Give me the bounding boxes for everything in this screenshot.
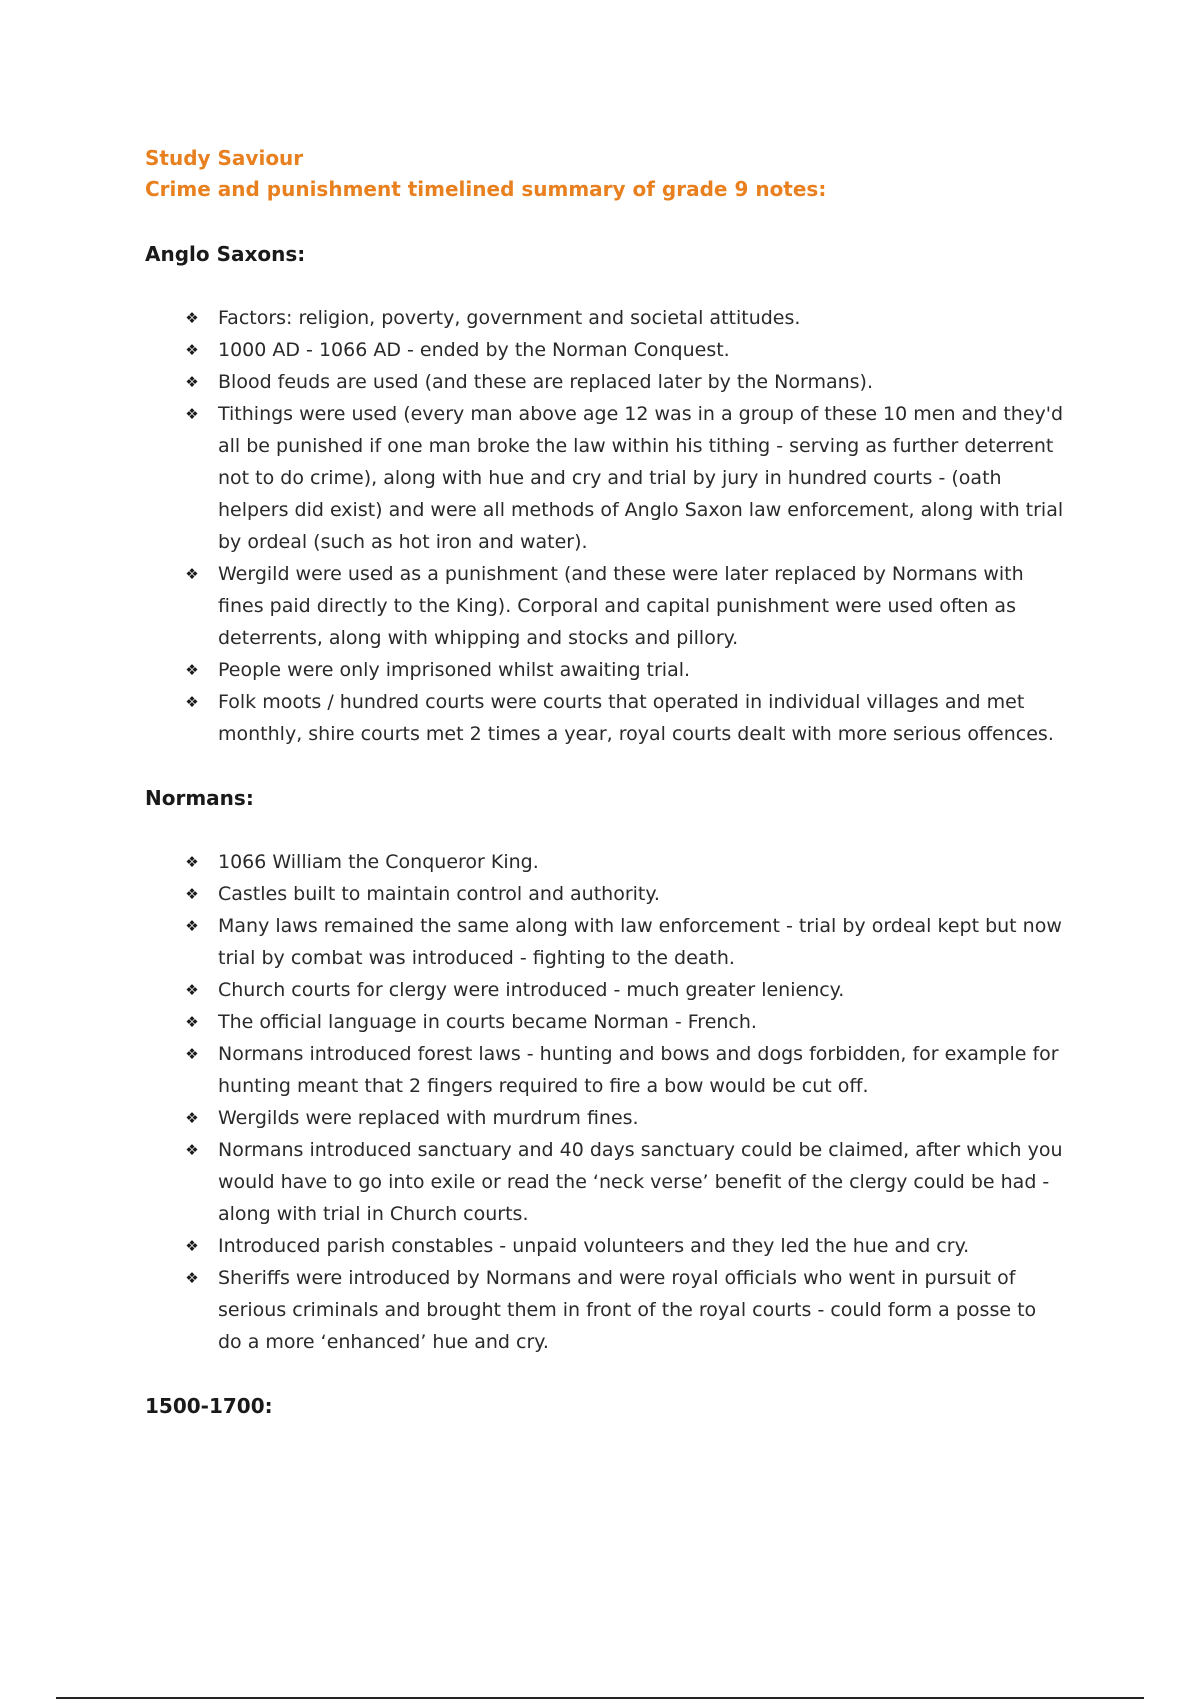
anglo-saxons-list <box>145 302 1065 750</box>
brand-title: Study Saviour <box>145 146 304 170</box>
list-item: ❖ Blood feuds are used (and these are replaced later by the Normans). <box>145 366 1065 398</box>
diamond-bullet-icon: ❖ <box>185 341 199 359</box>
list-item: ❖ Folk moots / hundred courts were courts that operated in individual villages and met monthly, shire courts met 2 times a year, royal courts dealt with more serious offences. <box>145 686 1065 750</box>
list-item: ❖ Normans introduced sanctuary and 40 days sanctuary could be claimed, after which you would have to go into exile or read the ‘neck verse’ benefit of the clergy could be had - along with trial in Church courts. <box>145 1134 1065 1230</box>
document-page <box>145 143 1065 1422</box>
normans-list <box>145 846 1065 1358</box>
document-subtitle: Crime and punishment timelined summary of grade 9 notes: <box>145 177 827 201</box>
diamond-bullet-icon: ❖ <box>185 981 199 999</box>
list-item: ❖ Sheriffs were introduced by Normans and were royal officials who went in pursuit of serious criminals and brought them in front of the royal courts - could form a posse to do a more ‘enhanced’ hue and cry. <box>145 1262 1065 1358</box>
list-item: ❖ The official language in courts became Norman - French. <box>145 1006 1065 1038</box>
list-item: ❖ Factors: religion, poverty, government and societal attitudes. <box>145 302 1065 334</box>
diamond-bullet-icon: ❖ <box>185 853 199 871</box>
diamond-bullet-icon: ❖ <box>185 1269 199 1287</box>
list-item: ❖ People were only imprisoned whilst awaiting trial. <box>145 654 1065 686</box>
diamond-bullet-icon: ❖ <box>185 405 199 423</box>
diamond-bullet-icon: ❖ <box>185 373 199 391</box>
list-item: ❖ Introduced parish constables - unpaid volunteers and they led the hue and cry. <box>145 1230 1065 1262</box>
list-item: ❖ Many laws remained the same along with law enforcement - trial by ordeal kept but now trial by combat was introduced - fighting to the death. <box>145 910 1065 974</box>
section-heading-1500-1700: 1500-1700: <box>145 1394 273 1418</box>
diamond-bullet-icon: ❖ <box>185 917 199 935</box>
diamond-bullet-icon: ❖ <box>185 885 199 903</box>
diamond-bullet-icon: ❖ <box>185 661 199 679</box>
list-item: ❖ Castles built to maintain control and authority. <box>145 878 1065 910</box>
list-item: ❖ 1000 AD - 1066 AD - ended by the Norman Conquest. <box>145 334 1065 366</box>
diamond-bullet-icon: ❖ <box>185 309 199 327</box>
diamond-bullet-icon: ❖ <box>185 693 199 711</box>
list-item: ❖ Tithings were used (every man above age 12 was in a group of these 10 men and they'd all be punished if one man broke the law within his tithing - serving as further deterrent not to do crime), along with hue and cry and trial by jury in hundred courts - (oath helpers did exist) and were all methods of Anglo Saxon law enforcement, along with trial by ordeal (such as hot iron and water). <box>145 398 1065 558</box>
diamond-bullet-icon: ❖ <box>185 1237 199 1255</box>
list-item: ❖ Wergild were used as a punishment (and these were later replaced by Normans with fines paid directly to the King). Corporal and capital punishment were used often as deterrents, along with whipping and stocks and pillory. <box>145 558 1065 654</box>
diamond-bullet-icon: ❖ <box>185 1109 199 1127</box>
list-item: ❖ Church courts for clergy were introduced - much greater leniency. <box>145 974 1065 1006</box>
diamond-bullet-icon: ❖ <box>185 1141 199 1159</box>
list-item: ❖ Wergilds were replaced with murdrum fines. <box>145 1102 1065 1134</box>
diamond-bullet-icon: ❖ <box>185 1045 199 1063</box>
section-heading-anglo-saxons: Anglo Saxons: <box>145 242 306 266</box>
list-item: ❖ 1066 William the Conqueror King. <box>145 846 1065 878</box>
diamond-bullet-icon: ❖ <box>185 565 199 583</box>
section-heading-normans: Normans: <box>145 786 254 810</box>
diamond-bullet-icon: ❖ <box>185 1013 199 1031</box>
list-item: ❖ Normans introduced forest laws - hunting and bows and dogs forbidden, for example for hunting meant that 2 fingers required to fire a bow would be cut off. <box>145 1038 1065 1102</box>
footer-divider <box>56 1697 1144 1699</box>
